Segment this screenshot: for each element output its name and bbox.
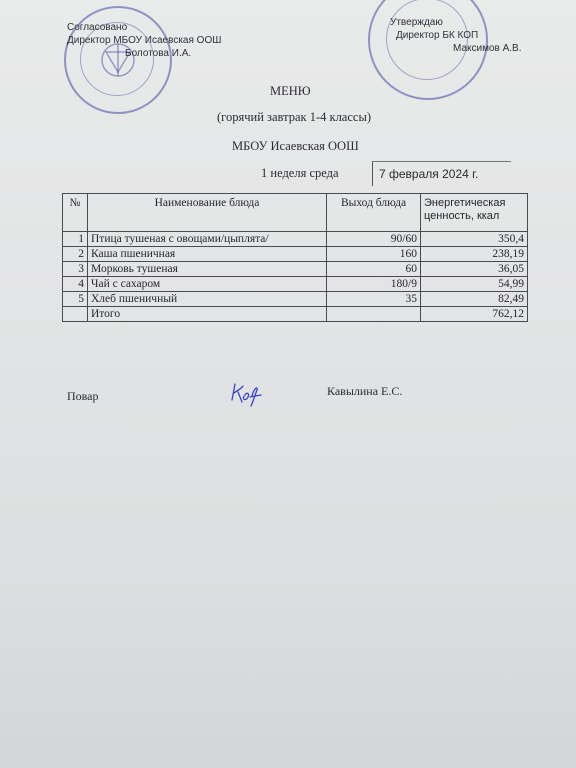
row-output: 60 (327, 262, 421, 277)
date-box (372, 161, 511, 186)
table-row (63, 232, 528, 247)
approval-left (67, 21, 221, 60)
week-day: 1 неделя среда (261, 166, 339, 180)
row-name: Каша пшеничная (88, 247, 327, 262)
menu-title: МЕНЮ (270, 84, 311, 98)
row-name: Морковь тушеная (88, 262, 327, 277)
menu-date: 7 февраля 2024 г. (379, 167, 479, 181)
header-name: Наименование блюда (88, 194, 327, 232)
cook-name: Кавылина Е.С. (327, 384, 403, 398)
row-name: Птица тушеная с овощами/цыплята/ (88, 232, 327, 247)
menu-subtitle: (горячий завтрак 1-4 классы) (217, 110, 372, 124)
total-output-cell (327, 307, 421, 322)
row-output: 90/60 (327, 232, 421, 247)
handwritten-signature (228, 380, 272, 410)
row-num: 3 (63, 262, 88, 277)
row-output: 35 (327, 292, 421, 307)
school-name: МБОУ Исаевская ООШ (232, 139, 359, 153)
table-header-row (63, 194, 528, 232)
row-energy: 82,49 (421, 292, 528, 307)
header-energy-line2: ценность, ккал (424, 210, 500, 222)
row-num: 5 (63, 292, 88, 307)
table-row (63, 262, 528, 277)
table-row (63, 247, 528, 262)
row-name: Чай с сахаром (88, 277, 327, 292)
row-energy: 36,05 (421, 262, 528, 277)
table-row (63, 277, 528, 292)
row-energy: 54,99 (421, 277, 528, 292)
approval-right (390, 16, 522, 55)
approval-right-line2: Директор БК КОП (396, 30, 479, 41)
header-num: № (63, 194, 88, 232)
approval-right-line3: Максимов А.В. (453, 43, 522, 54)
approval-left-line3: Болотова И.А. (125, 48, 192, 59)
table-total-row (63, 307, 528, 322)
header-energy (421, 194, 528, 232)
row-num: 4 (63, 277, 88, 292)
total-label: Итого (88, 307, 327, 322)
header-energy-line1: Энергетическая (424, 197, 506, 209)
row-output: 180/9 (327, 277, 421, 292)
table-row (63, 292, 528, 307)
approval-left-line2: Директор МБОУ Исаевская ООШ (67, 35, 222, 46)
cook-role: Повар (67, 389, 99, 403)
approval-right-line1: Утверждаю (390, 17, 443, 28)
row-num: 1 (63, 232, 88, 247)
row-energy: 238,19 (421, 247, 528, 262)
header-output: Выход блюда (327, 194, 421, 232)
row-output: 160 (327, 247, 421, 262)
row-name: Хлеб пшеничный (88, 292, 327, 307)
menu-table (62, 193, 528, 322)
row-num: 2 (63, 247, 88, 262)
approval-left-line1: Согласовано (67, 22, 128, 33)
total-energy: 762,12 (421, 307, 528, 322)
total-num-cell (63, 307, 88, 322)
row-energy: 350,4 (421, 232, 528, 247)
